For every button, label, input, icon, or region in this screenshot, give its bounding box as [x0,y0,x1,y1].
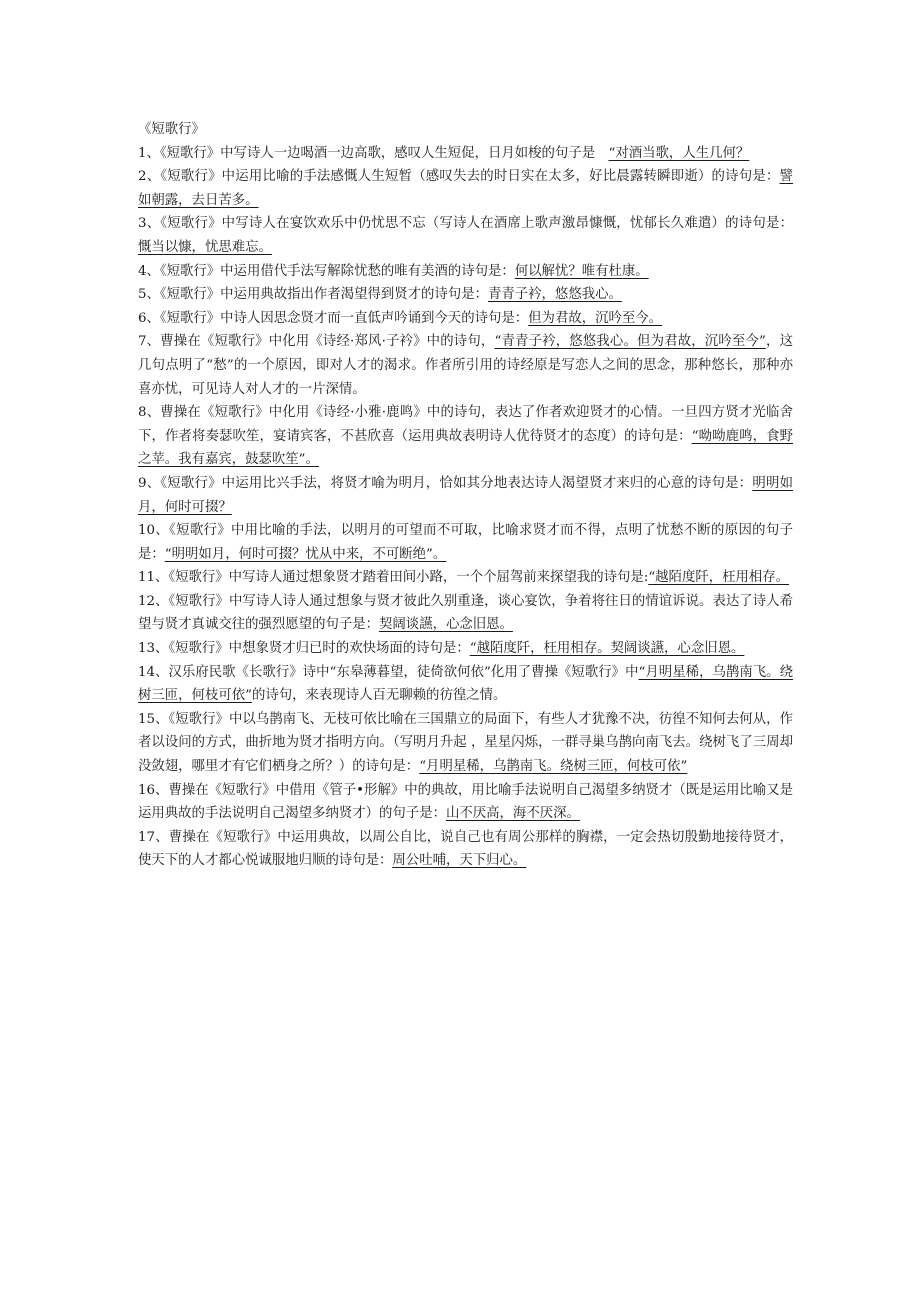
question-item-3 [138,212,793,259]
question-text: 3、《短歌行》中写诗人在宴饮欢乐中仍忧思不忘（写诗人在酒席上歌声激昂慷慨，忧郁长久难遣）的诗句是： [138,216,793,232]
answer-text: 青青子衿，悠悠我心。 [487,287,622,303]
question-item-15 [138,708,793,779]
answer-text: “月明星稀，乌鹊南飞。绕树三匝，何枝可依” [138,664,793,704]
question-item-1 [138,142,793,166]
question-text: 10、《短歌行》中用比喻的手法，以明月的可望而不可取，比喻求贤才而不得，点明了忧愁不断的原因的句子是： [138,523,793,562]
question-item-14 [138,661,793,708]
answer-text: “越陌度阡，枉用相存。 [648,570,790,586]
question-item-16 [138,779,793,826]
question-text: 9、《短歌行》中运用比兴手法，将贤才喻为明月，恰如其分地表达诗人渴望贤才来归的心意的诗句是： [138,475,753,491]
answer-text: 明明如月，何时可掇？ [138,475,793,515]
answer-text: 譬如朝露，去日苦多。 [138,169,793,208]
answer-text: 周公吐哺，天下归心。 [392,853,527,869]
question-item-8 [138,401,793,472]
question-text: 5、《短歌行》中运用典故指出作者渴望得到贤才的诗句是： [138,287,488,303]
question-item-5 [138,283,793,307]
question-item-4 [138,260,793,284]
question-text: 1、《短歌行》中写诗人一边喝酒一边高歌，感叹人生短促，日月如梭的句子是 [138,145,609,161]
question-text: 6、《短歌行》中诗人因思念贤才而一直低声吟诵到今天的诗句是： [138,310,529,326]
question-text: 17、曹操在《短歌行》中运用典故，以周公自比，说自己也有周公那样的胸襟，一定会热切殷勤地接待贤才，使天下的人才都心悦诚服地归顺的诗句是： [138,829,793,869]
answer-text: “呦呦鹿鸣，食野之苹。我有嘉宾，鼓瑟吹笙”。 [138,428,793,468]
answer-text: 何以解忧？唯有杜康。 [514,263,649,279]
question-text: 16、曹操在《短歌行》中借用《管子•形解》中的典故，用比喻手法说明自己渴望多纳贤才（既是运用比喻又是运用典故的手法说明自己渴望多纳贤才）的句子是： [138,782,793,822]
answer-text: “月明星稀，乌鹊南飞。绕树三匝，何枝可依” [419,759,688,775]
answer-text: “越陌度阡，枉用相存。契阔谈讌，心念旧恩。 [469,641,745,657]
question-item-13 [138,637,793,661]
answer-text: 契阔谈讌，心念旧恩。 [379,617,513,633]
document-page [138,118,793,873]
question-text-continued: 的诗句，来表现诗人百无聊赖的彷徨之情。 [251,688,507,704]
question-text: 7、曹操在《短歌行》中化用《诗经·郑风·子衿》中的诗句， [138,334,495,350]
answer-text: 慨当以慷，忧思难忘。 [138,239,272,255]
answer-text: 但为君故，沉吟至今。 [528,310,663,326]
document-title: 《短歌行》 [138,122,205,137]
question-text: 13、《短歌行》中想象贤才归已时的欢快场面的诗句是： [138,641,470,657]
question-item-11 [138,566,793,590]
question-text: 11、《短歌行》中写诗人通过想象贤才踏着田间小路，一个个屈驾前来探望我的诗句是: [138,570,649,586]
question-text: 2、《短歌行》中运用比喻的手法感慨人生短暂（感叹失去的时日实在太多，好比晨露转瞬即逝）的诗句是： [138,169,780,185]
question-item-17 [138,826,793,873]
question-text: 8、曹操在《短歌行》中化用《诗经·小雅·鹿鸣》中的诗句，表达了作者欢迎贤才的心情。一旦四方贤才光临舍下，作者将奏瑟吹笙，宴请宾客，不甚欣喜（运用典故表明诗人优待贤才的态度）的诗句是： [138,405,793,444]
question-text: 15、《短歌行》中以乌鹊南飞、无枝可依比喻在三国鼎立的局面下，有些人才犹豫不决，彷徨不知何去何从，作者以设问的方式，曲折地为贤才指明方向。（写明月升起 ，星星闪烁，一群寻巢乌鹊向南飞去。绕树飞了三周却没敛翅，哪里才有它们栖身之所？）的诗句是： [138,711,793,775]
question-item-10 [138,519,793,566]
question-text: 4、《短歌行》中运用借代手法写解除忧愁的唯有美酒的诗句是： [138,263,515,279]
answer-text: “青青子衿，悠悠我心。但为君故，沉吟至今” [494,334,766,350]
question-item-6 [138,307,793,331]
answer-text: “对酒当歌，人生几何？ [608,145,750,161]
question-item-12 [138,590,793,637]
question-text: 14、汉乐府民歌《长歌行》诗中“东皋薄暮望，徒倚欲何依”化用了曹操《短歌行》中 [138,664,639,680]
question-text: 12、《短歌行》中写诗人诗人通过想象与贤才彼此久别重逢，谈心宴饮，争着将往日的情谊诉说。表达了诗人希望与贤才真诚交往的强烈愿望的句子是： [138,593,793,633]
question-text-continued: ，这几句点明了“愁”的一个原因，即对人才的渴求。作者所引用的诗经原是写恋人之间的思念，那种悠长，那种亦喜亦忧，可见诗人对人才的一片深情。 [138,334,794,397]
answer-text: “明明如月，何时可掇？忧从中来，不可断绝”。 [164,546,447,562]
answer-text: 山不厌高，海不厌深。 [445,806,580,822]
question-item-9 [138,472,793,519]
question-item-7 [138,330,793,401]
question-item-2 [138,165,793,212]
